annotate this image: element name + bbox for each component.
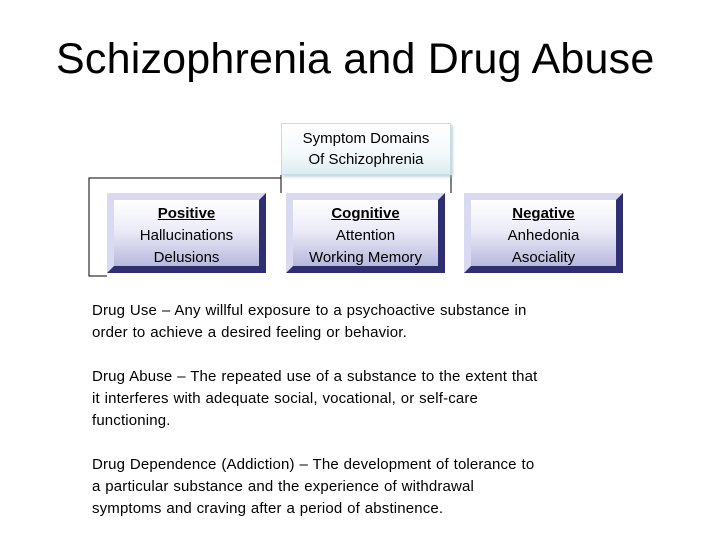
- root-node-line-1: Symptom Domains: [302, 130, 430, 147]
- domain-node-negative: [464, 193, 623, 273]
- root-node-symptom-domains: [281, 123, 451, 175]
- definition-drug-dependence: Drug Dependence (Addiction) – The development of tolerance to a particular substance and the experience of withdrawal symptoms and craving after a period of abstinence.: [92, 456, 535, 517]
- root-node-line-2: Of Schizophrenia: [308, 151, 424, 168]
- domain-item-attention: Attention: [335, 227, 396, 244]
- definition-drug-abuse: Drug Abuse – The repeated use of a substance to the extent that it interferes with adequate social, vocational, or self-care functioning.: [92, 368, 538, 429]
- domain-item-hallucinations: Hallucinations: [139, 227, 234, 244]
- domain-heading-positive: Positive: [157, 205, 216, 222]
- domain-item-asociality: Asociality: [511, 249, 576, 266]
- definition-drug-use: Drug Use – Any willful exposure to a psychoactive substance in order to achieve a desired feeling or behavior.: [92, 302, 527, 341]
- domain-item-anhedonia: Anhedonia: [507, 227, 580, 244]
- domain-node-positive: [107, 193, 266, 273]
- domain-heading-negative: Negative: [512, 205, 575, 222]
- domain-item-delusions: Delusions: [153, 249, 220, 266]
- definitions-block: [92, 300, 632, 520]
- domain-node-cognitive: [286, 193, 445, 273]
- slide-title: Schizophrenia and Drug Abuse: [56, 35, 655, 83]
- domain-item-working-memory: Working Memory: [308, 249, 423, 266]
- domain-heading-cognitive: Cognitive: [331, 205, 400, 222]
